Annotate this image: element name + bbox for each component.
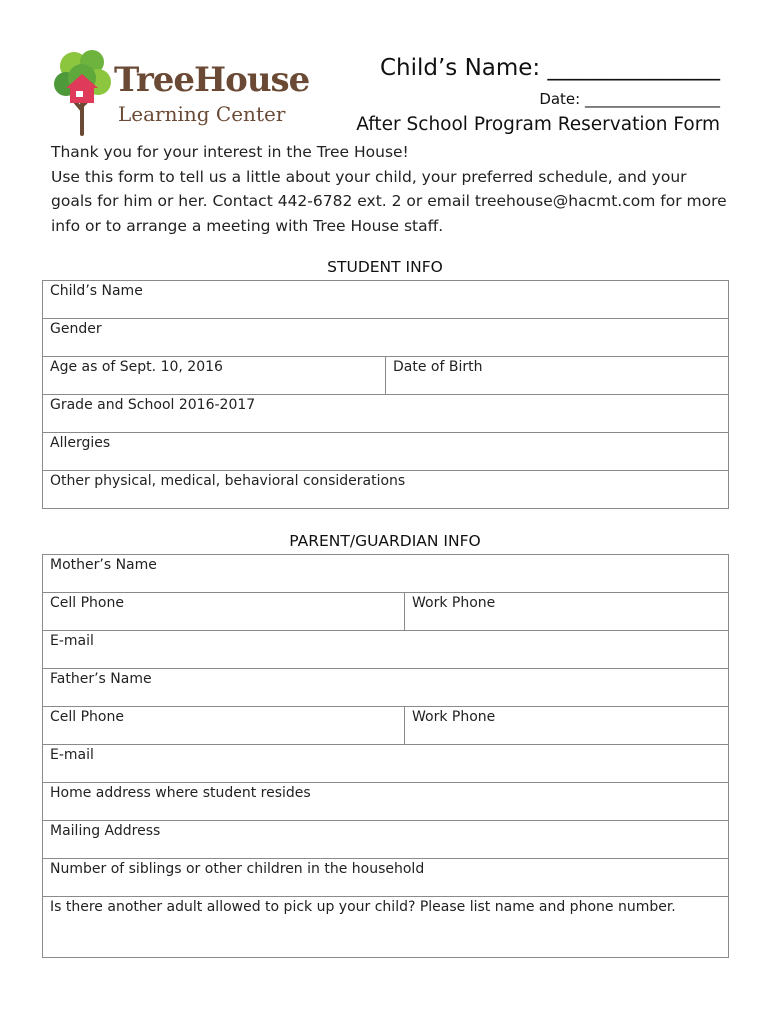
- allergies-field[interactable]: Allergies: [43, 433, 729, 471]
- grade-school-field[interactable]: Grade and School 2016-2017: [43, 395, 729, 433]
- table-row: [43, 631, 729, 669]
- intro-line-1: Thank you for your interest in the Tree House!: [51, 143, 409, 161]
- parent-info-title: PARENT/GUARDIAN INFO: [289, 532, 481, 550]
- mother-cell-phone-field[interactable]: Cell Phone: [43, 593, 405, 631]
- gender-field[interactable]: Gender: [43, 319, 729, 357]
- logo: [52, 48, 310, 138]
- childs-name-field[interactable]: Child’s Name: [43, 281, 729, 319]
- date-of-birth-field[interactable]: Date of Birth: [386, 357, 729, 395]
- table-row: [43, 319, 729, 357]
- table-row: [43, 821, 729, 859]
- table-row: [43, 555, 729, 593]
- student-info-table: [42, 280, 729, 509]
- logo-name: TreeHouse: [114, 60, 310, 100]
- table-row: [43, 395, 729, 433]
- table-row: [43, 745, 729, 783]
- father-work-phone-field[interactable]: Work Phone: [405, 707, 729, 745]
- father-email-field[interactable]: E-mail: [43, 745, 729, 783]
- age-field[interactable]: Age as of Sept. 10, 2016: [43, 357, 386, 395]
- table-row: [43, 669, 729, 707]
- father-cell-phone-field[interactable]: Cell Phone: [43, 707, 405, 745]
- table-row: [43, 783, 729, 821]
- home-address-field[interactable]: Home address where student resides: [43, 783, 729, 821]
- table-row: [43, 593, 729, 631]
- header-date: Date: __________________: [539, 90, 720, 108]
- intro-text: [51, 140, 731, 238]
- header-childs-name: Child’s Name: _______________: [379, 55, 720, 81]
- siblings-field[interactable]: Number of siblings or other children in the household: [43, 859, 729, 897]
- table-row: [43, 357, 729, 395]
- mother-email-field[interactable]: E-mail: [43, 631, 729, 669]
- mothers-name-field[interactable]: Mother’s Name: [43, 555, 729, 593]
- fathers-name-field[interactable]: Father’s Name: [43, 669, 729, 707]
- pickup-adult-field[interactable]: Is there another adult allowed to pick up your child? Please list name and phone number.: [43, 897, 729, 958]
- logo-subtitle: Learning Center: [118, 102, 286, 126]
- table-row: [43, 859, 729, 897]
- tree-house-logo-icon: [52, 48, 118, 136]
- mailing-address-field[interactable]: Mailing Address: [43, 821, 729, 859]
- table-row: [43, 897, 729, 958]
- table-row: [43, 707, 729, 745]
- table-row: [43, 433, 729, 471]
- student-info-title: STUDENT INFO: [327, 258, 443, 276]
- form-title: After School Program Reservation Form: [356, 114, 720, 135]
- intro-line-2: Use this form to tell us a little about your child, your preferred schedule, and your goals for him or her. Contact 442-6782 ext. 2 or email treehouse@hacmt.com for more info or to arrange a meeting with Tree House staff.: [51, 167, 727, 235]
- other-considerations-field[interactable]: Other physical, medical, behavioral considerations: [43, 471, 729, 509]
- parent-info-table: [42, 554, 729, 958]
- mother-work-phone-field[interactable]: Work Phone: [405, 593, 729, 631]
- table-row: [43, 471, 729, 509]
- table-row: [43, 281, 729, 319]
